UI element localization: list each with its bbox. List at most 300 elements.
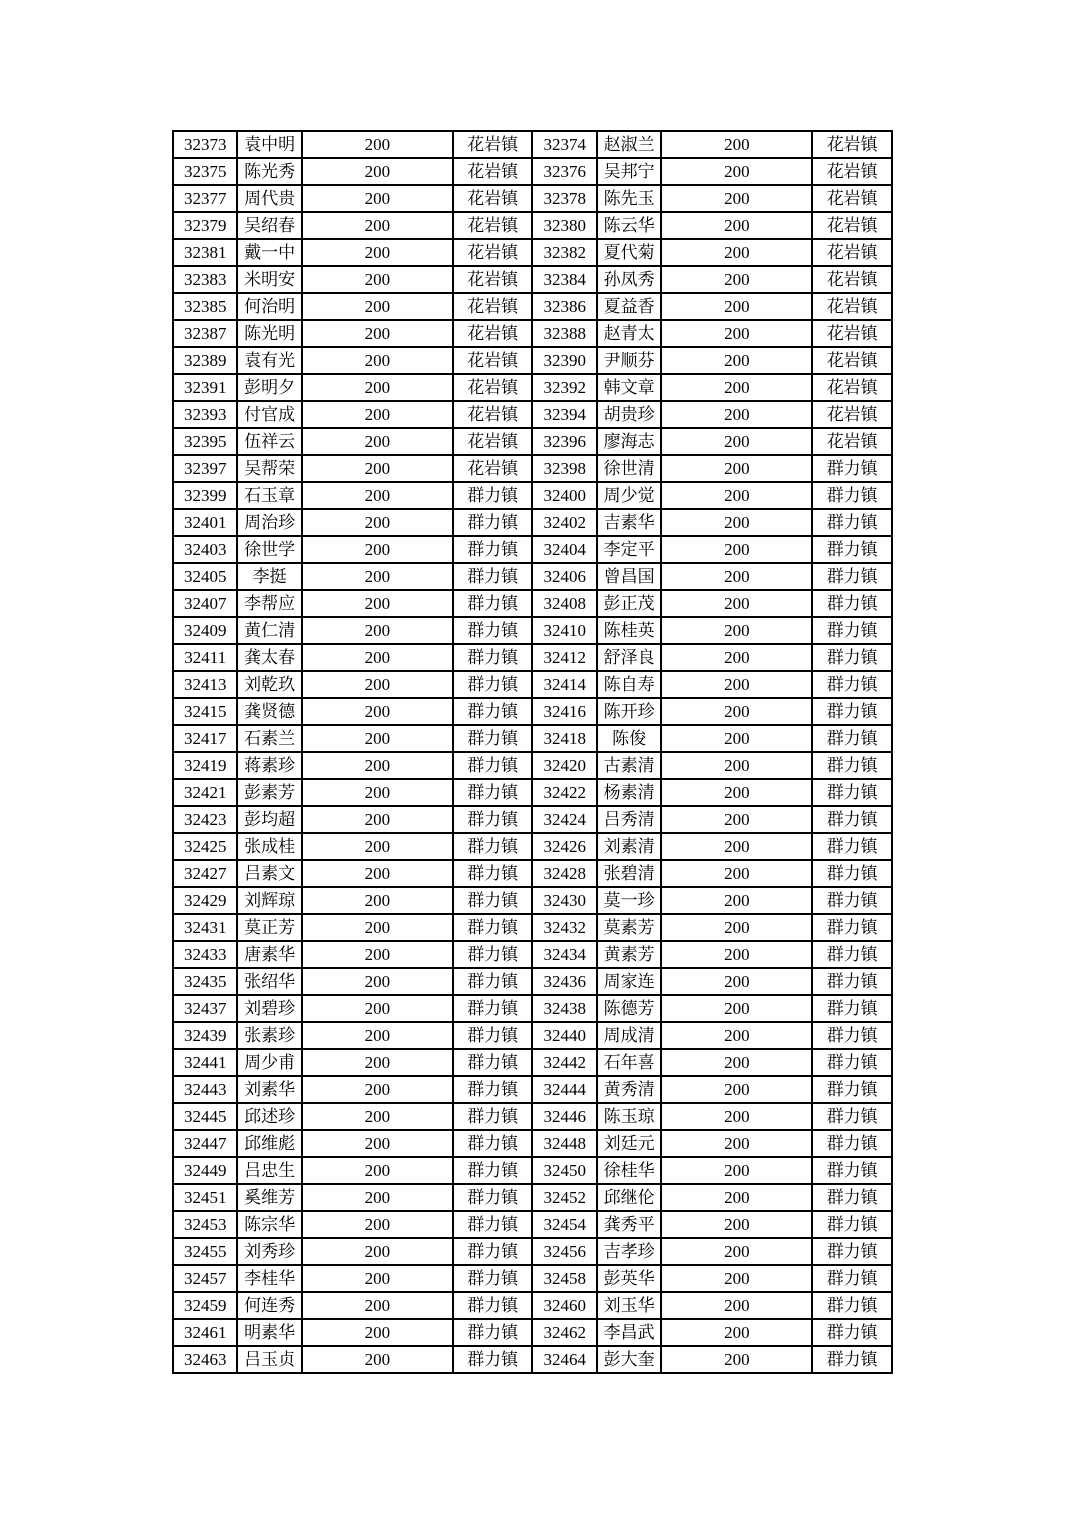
cell-amount: 200 (661, 347, 812, 374)
cell-id: 32395 (173, 428, 237, 455)
cell-name: 李帮应 (237, 590, 301, 617)
cell-name: 赵青太 (597, 320, 661, 347)
table-row (173, 1265, 892, 1292)
cell-id: 32402 (532, 509, 596, 536)
cell-name: 赵淑兰 (597, 131, 661, 158)
cell-name: 袁有光 (237, 347, 301, 374)
cell-amount: 200 (661, 374, 812, 401)
cell-town: 群力镇 (812, 1319, 892, 1346)
cell-amount: 200 (661, 995, 812, 1022)
cell-town: 花岩镇 (453, 428, 533, 455)
cell-town: 花岩镇 (453, 293, 533, 320)
cell-town: 群力镇 (812, 563, 892, 590)
cell-town: 花岩镇 (812, 185, 892, 212)
cell-name: 奚维芳 (237, 1184, 301, 1211)
cell-id: 32460 (532, 1292, 596, 1319)
cell-town: 群力镇 (812, 860, 892, 887)
cell-name: 明素华 (237, 1319, 301, 1346)
table-row (173, 374, 892, 401)
cell-name: 吕忠生 (237, 1157, 301, 1184)
cell-amount: 200 (302, 293, 453, 320)
cell-id: 32408 (532, 590, 596, 617)
cell-name: 张成桂 (237, 833, 301, 860)
cell-town: 群力镇 (453, 1211, 533, 1238)
table-row (173, 239, 892, 266)
cell-town: 群力镇 (453, 941, 533, 968)
cell-amount: 200 (661, 887, 812, 914)
cell-name: 何连秀 (237, 1292, 301, 1319)
cell-id: 32462 (532, 1319, 596, 1346)
cell-name: 徐世学 (237, 536, 301, 563)
cell-name: 李定平 (597, 536, 661, 563)
cell-town: 群力镇 (812, 914, 892, 941)
cell-id: 32436 (532, 968, 596, 995)
cell-town: 群力镇 (812, 698, 892, 725)
cell-id: 32431 (173, 914, 237, 941)
cell-town: 群力镇 (812, 968, 892, 995)
cell-id: 32447 (173, 1130, 237, 1157)
cell-id: 32463 (173, 1346, 237, 1373)
cell-town: 花岩镇 (812, 158, 892, 185)
cell-town: 群力镇 (812, 1265, 892, 1292)
cell-id: 32411 (173, 644, 237, 671)
cell-amount: 200 (661, 779, 812, 806)
cell-id: 32373 (173, 131, 237, 158)
cell-amount: 200 (661, 1130, 812, 1157)
cell-name: 黄秀清 (597, 1076, 661, 1103)
cell-id: 32377 (173, 185, 237, 212)
cell-town: 群力镇 (453, 671, 533, 698)
cell-town: 群力镇 (812, 644, 892, 671)
cell-town: 群力镇 (453, 617, 533, 644)
cell-id: 32394 (532, 401, 596, 428)
cell-name: 杨素清 (597, 779, 661, 806)
cell-amount: 200 (661, 266, 812, 293)
cell-town: 群力镇 (453, 1103, 533, 1130)
cell-amount: 200 (661, 1103, 812, 1130)
cell-name: 米明安 (237, 266, 301, 293)
cell-amount: 200 (661, 509, 812, 536)
table-row (173, 1346, 892, 1373)
cell-id: 32386 (532, 293, 596, 320)
cell-id: 32374 (532, 131, 596, 158)
table-row (173, 1238, 892, 1265)
cell-name: 徐世清 (597, 455, 661, 482)
cell-town: 花岩镇 (812, 347, 892, 374)
cell-id: 32381 (173, 239, 237, 266)
cell-town: 花岩镇 (812, 212, 892, 239)
cell-amount: 200 (302, 968, 453, 995)
cell-id: 32390 (532, 347, 596, 374)
cell-id: 32425 (173, 833, 237, 860)
table-row (173, 860, 892, 887)
cell-name: 李挺 (237, 563, 301, 590)
cell-amount: 200 (302, 860, 453, 887)
cell-name: 周家连 (597, 968, 661, 995)
cell-town: 群力镇 (812, 1022, 892, 1049)
cell-amount: 200 (302, 320, 453, 347)
cell-name: 邱继伦 (597, 1184, 661, 1211)
cell-id: 32418 (532, 725, 596, 752)
cell-amount: 200 (302, 374, 453, 401)
cell-id: 32378 (532, 185, 596, 212)
cell-id: 32461 (173, 1319, 237, 1346)
cell-name: 韩文章 (597, 374, 661, 401)
cell-id: 32439 (173, 1022, 237, 1049)
cell-id: 32397 (173, 455, 237, 482)
cell-name: 李昌武 (597, 1319, 661, 1346)
cell-name: 刘玉华 (597, 1292, 661, 1319)
cell-amount: 200 (661, 482, 812, 509)
cell-town: 群力镇 (812, 1184, 892, 1211)
cell-name: 陈宗华 (237, 1211, 301, 1238)
cell-id: 32454 (532, 1211, 596, 1238)
cell-name: 龚秀平 (597, 1211, 661, 1238)
cell-town: 群力镇 (812, 1049, 892, 1076)
cell-amount: 200 (302, 266, 453, 293)
cell-amount: 200 (302, 752, 453, 779)
cell-town: 群力镇 (453, 1157, 533, 1184)
cell-town: 群力镇 (453, 725, 533, 752)
cell-amount: 200 (302, 806, 453, 833)
cell-town: 群力镇 (453, 806, 533, 833)
cell-town: 群力镇 (453, 590, 533, 617)
cell-id: 32384 (532, 266, 596, 293)
cell-name: 吴绍春 (237, 212, 301, 239)
cell-town: 群力镇 (812, 1292, 892, 1319)
cell-id: 32422 (532, 779, 596, 806)
cell-town: 群力镇 (812, 833, 892, 860)
cell-id: 32450 (532, 1157, 596, 1184)
cell-town: 群力镇 (453, 1238, 533, 1265)
table-row (173, 887, 892, 914)
cell-id: 32405 (173, 563, 237, 590)
cell-town: 群力镇 (812, 752, 892, 779)
cell-amount: 200 (302, 617, 453, 644)
cell-name: 吕秀清 (597, 806, 661, 833)
cell-amount: 200 (661, 860, 812, 887)
cell-town: 花岩镇 (453, 266, 533, 293)
cell-name: 付官成 (237, 401, 301, 428)
cell-name: 蒋素珍 (237, 752, 301, 779)
cell-name: 彭明夕 (237, 374, 301, 401)
cell-town: 群力镇 (453, 887, 533, 914)
cell-amount: 200 (302, 1292, 453, 1319)
roster-body (173, 131, 892, 1373)
cell-id: 32455 (173, 1238, 237, 1265)
table-row (173, 833, 892, 860)
cell-town: 群力镇 (812, 455, 892, 482)
table-row (173, 428, 892, 455)
cell-name: 吉素华 (597, 509, 661, 536)
table-row (173, 914, 892, 941)
cell-name: 陈自寿 (597, 671, 661, 698)
cell-amount: 200 (661, 293, 812, 320)
cell-name: 夏益香 (597, 293, 661, 320)
cell-id: 32449 (173, 1157, 237, 1184)
cell-name: 陈玉琼 (597, 1103, 661, 1130)
cell-amount: 200 (302, 1049, 453, 1076)
cell-id: 32453 (173, 1211, 237, 1238)
cell-id: 32459 (173, 1292, 237, 1319)
cell-amount: 200 (302, 941, 453, 968)
cell-id: 32400 (532, 482, 596, 509)
cell-amount: 200 (302, 1238, 453, 1265)
cell-town: 群力镇 (812, 617, 892, 644)
cell-id: 32413 (173, 671, 237, 698)
cell-amount: 200 (302, 725, 453, 752)
cell-id: 32433 (173, 941, 237, 968)
cell-town: 群力镇 (812, 482, 892, 509)
cell-name: 刘素清 (597, 833, 661, 860)
cell-town: 花岩镇 (812, 239, 892, 266)
cell-id: 32438 (532, 995, 596, 1022)
cell-name: 张碧清 (597, 860, 661, 887)
cell-town: 群力镇 (453, 1319, 533, 1346)
table-row (173, 563, 892, 590)
cell-amount: 200 (661, 1211, 812, 1238)
cell-amount: 200 (302, 1157, 453, 1184)
cell-id: 32437 (173, 995, 237, 1022)
cell-name: 吕玉贞 (237, 1346, 301, 1373)
cell-amount: 200 (302, 1346, 453, 1373)
cell-name: 张绍华 (237, 968, 301, 995)
cell-name: 邱维彪 (237, 1130, 301, 1157)
cell-amount: 200 (661, 1265, 812, 1292)
cell-amount: 200 (661, 455, 812, 482)
cell-town: 花岩镇 (453, 347, 533, 374)
cell-town: 花岩镇 (812, 320, 892, 347)
cell-name: 周少甫 (237, 1049, 301, 1076)
cell-name: 黄仁清 (237, 617, 301, 644)
cell-name: 夏代菊 (597, 239, 661, 266)
cell-id: 32445 (173, 1103, 237, 1130)
cell-id: 32406 (532, 563, 596, 590)
cell-name: 何治明 (237, 293, 301, 320)
cell-amount: 200 (302, 563, 453, 590)
cell-id: 32383 (173, 266, 237, 293)
cell-id: 32412 (532, 644, 596, 671)
cell-name: 陈开珍 (597, 698, 661, 725)
cell-town: 群力镇 (812, 1238, 892, 1265)
cell-town: 花岩镇 (453, 401, 533, 428)
cell-town: 群力镇 (812, 806, 892, 833)
cell-name: 周代贵 (237, 185, 301, 212)
cell-town: 花岩镇 (453, 455, 533, 482)
table-row (173, 455, 892, 482)
cell-name: 舒泽良 (597, 644, 661, 671)
cell-amount: 200 (661, 1292, 812, 1319)
cell-name: 石玉章 (237, 482, 301, 509)
cell-name: 廖海志 (597, 428, 661, 455)
cell-name: 刘辉琼 (237, 887, 301, 914)
cell-id: 32407 (173, 590, 237, 617)
cell-town: 群力镇 (453, 1292, 533, 1319)
cell-amount: 200 (302, 1184, 453, 1211)
cell-town: 群力镇 (453, 563, 533, 590)
cell-amount: 200 (661, 212, 812, 239)
cell-name: 陈桂英 (597, 617, 661, 644)
cell-town: 花岩镇 (812, 131, 892, 158)
cell-id: 32421 (173, 779, 237, 806)
cell-amount: 200 (661, 698, 812, 725)
cell-id: 32432 (532, 914, 596, 941)
cell-id: 32409 (173, 617, 237, 644)
cell-id: 32464 (532, 1346, 596, 1373)
cell-id: 32458 (532, 1265, 596, 1292)
table-row (173, 212, 892, 239)
cell-amount: 200 (661, 1346, 812, 1373)
cell-town: 花岩镇 (453, 212, 533, 239)
cell-name: 张素珍 (237, 1022, 301, 1049)
cell-amount: 200 (661, 239, 812, 266)
cell-town: 群力镇 (812, 725, 892, 752)
cell-town: 花岩镇 (453, 185, 533, 212)
cell-town: 群力镇 (812, 1157, 892, 1184)
cell-town: 群力镇 (812, 590, 892, 617)
table-row (173, 158, 892, 185)
cell-name: 彭均超 (237, 806, 301, 833)
cell-id: 32399 (173, 482, 237, 509)
cell-amount: 200 (302, 995, 453, 1022)
cell-amount: 200 (661, 671, 812, 698)
cell-name: 邱述珍 (237, 1103, 301, 1130)
cell-name: 陈先玉 (597, 185, 661, 212)
cell-id: 32424 (532, 806, 596, 833)
cell-id: 32380 (532, 212, 596, 239)
cell-name: 刘乾玖 (237, 671, 301, 698)
cell-amount: 200 (302, 833, 453, 860)
cell-town: 花岩镇 (453, 239, 533, 266)
cell-name: 陈俊 (597, 725, 661, 752)
table-row (173, 1319, 892, 1346)
cell-amount: 200 (661, 968, 812, 995)
cell-town: 花岩镇 (812, 293, 892, 320)
cell-name: 石素兰 (237, 725, 301, 752)
cell-town: 群力镇 (453, 1049, 533, 1076)
payment-roster-table (172, 130, 893, 1374)
cell-name: 吴帮荣 (237, 455, 301, 482)
cell-town: 群力镇 (812, 1130, 892, 1157)
cell-id: 32389 (173, 347, 237, 374)
cell-town: 群力镇 (453, 1022, 533, 1049)
cell-amount: 200 (302, 158, 453, 185)
cell-id: 32403 (173, 536, 237, 563)
cell-town: 花岩镇 (812, 428, 892, 455)
cell-amount: 200 (302, 509, 453, 536)
cell-amount: 200 (302, 131, 453, 158)
table-row (173, 266, 892, 293)
cell-id: 32434 (532, 941, 596, 968)
cell-amount: 200 (302, 671, 453, 698)
cell-id: 32388 (532, 320, 596, 347)
table-row (173, 401, 892, 428)
cell-town: 群力镇 (453, 779, 533, 806)
table-row (173, 1049, 892, 1076)
cell-id: 32414 (532, 671, 596, 698)
cell-amount: 200 (661, 1319, 812, 1346)
cell-town: 群力镇 (453, 860, 533, 887)
cell-id: 32427 (173, 860, 237, 887)
cell-amount: 200 (302, 455, 453, 482)
cell-name: 胡贵珍 (597, 401, 661, 428)
cell-amount: 200 (302, 482, 453, 509)
cell-name: 陈光秀 (237, 158, 301, 185)
cell-amount: 200 (661, 320, 812, 347)
cell-name: 孙凤秀 (597, 266, 661, 293)
cell-name: 李桂华 (237, 1265, 301, 1292)
cell-name: 龚太春 (237, 644, 301, 671)
table-row (173, 1211, 892, 1238)
cell-amount: 200 (661, 185, 812, 212)
cell-town: 群力镇 (453, 1076, 533, 1103)
cell-id: 32379 (173, 212, 237, 239)
cell-id: 32457 (173, 1265, 237, 1292)
cell-amount: 200 (661, 563, 812, 590)
table-row (173, 806, 892, 833)
cell-town: 群力镇 (453, 1346, 533, 1373)
table-row (173, 131, 892, 158)
cell-amount: 200 (302, 1103, 453, 1130)
table-row (173, 536, 892, 563)
cell-amount: 200 (302, 212, 453, 239)
table-row (173, 779, 892, 806)
cell-amount: 200 (661, 1184, 812, 1211)
cell-amount: 200 (302, 1076, 453, 1103)
cell-town: 群力镇 (812, 509, 892, 536)
cell-amount: 200 (302, 779, 453, 806)
cell-amount: 200 (661, 536, 812, 563)
cell-name: 彭素芳 (237, 779, 301, 806)
cell-amount: 200 (661, 1076, 812, 1103)
table-row (173, 1022, 892, 1049)
cell-amount: 200 (661, 617, 812, 644)
table-row (173, 617, 892, 644)
cell-id: 32392 (532, 374, 596, 401)
cell-name: 周治珍 (237, 509, 301, 536)
cell-amount: 200 (302, 1319, 453, 1346)
cell-id: 32398 (532, 455, 596, 482)
table-row (173, 671, 892, 698)
cell-id: 32404 (532, 536, 596, 563)
cell-id: 32452 (532, 1184, 596, 1211)
cell-id: 32385 (173, 293, 237, 320)
cell-id: 32446 (532, 1103, 596, 1130)
cell-id: 32376 (532, 158, 596, 185)
table-row (173, 752, 892, 779)
cell-id: 32448 (532, 1130, 596, 1157)
cell-amount: 200 (661, 1022, 812, 1049)
cell-amount: 200 (302, 1211, 453, 1238)
cell-amount: 200 (661, 401, 812, 428)
cell-town: 群力镇 (453, 509, 533, 536)
cell-id: 32416 (532, 698, 596, 725)
cell-town: 群力镇 (453, 995, 533, 1022)
table-row (173, 725, 892, 752)
cell-amount: 200 (661, 833, 812, 860)
cell-amount: 200 (661, 1238, 812, 1265)
cell-name: 彭大奎 (597, 1346, 661, 1373)
cell-name: 石年喜 (597, 1049, 661, 1076)
cell-name: 古素清 (597, 752, 661, 779)
cell-id: 32423 (173, 806, 237, 833)
cell-name: 戴一中 (237, 239, 301, 266)
cell-name: 唐素华 (237, 941, 301, 968)
cell-town: 群力镇 (453, 698, 533, 725)
cell-name: 周成清 (597, 1022, 661, 1049)
cell-name: 龚贤德 (237, 698, 301, 725)
cell-amount: 200 (302, 914, 453, 941)
